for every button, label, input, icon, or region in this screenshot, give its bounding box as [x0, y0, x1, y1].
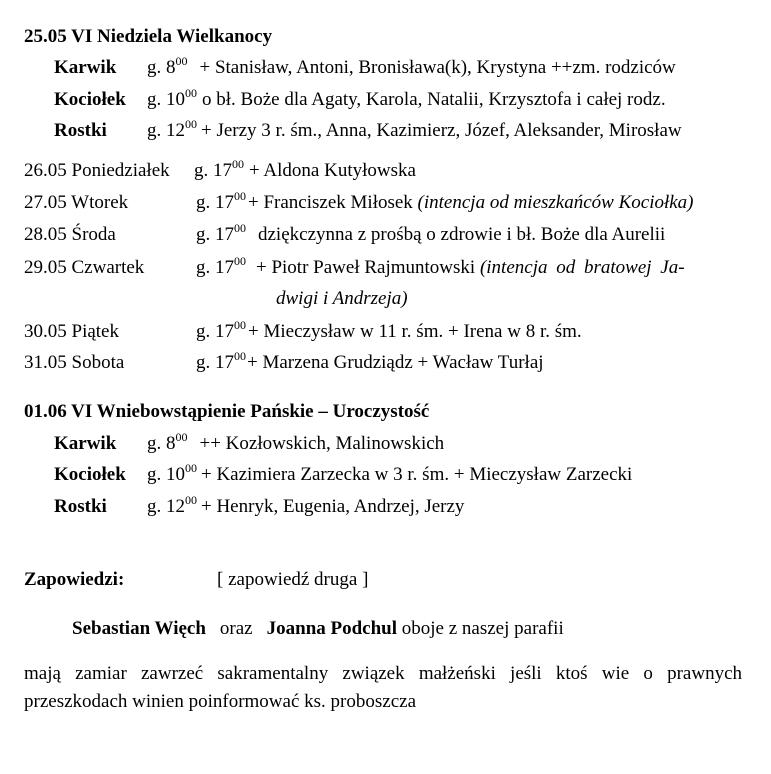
mass-place: Karwik	[54, 57, 117, 78]
weekday-date: 28.05 Środa	[24, 224, 116, 245]
groom-name: Sebastian Więch	[72, 618, 206, 639]
sunday1-mass-rostki	[54, 117, 682, 142]
weekday-date: 26.05 Poniedziałek	[24, 160, 170, 181]
sunday2-mass-kociolek	[54, 461, 633, 486]
mass-intention: + Franciszek Miłosek	[248, 192, 413, 213]
mass-place: Kociołek	[54, 89, 126, 110]
bride-name: Joanna Podchul	[266, 618, 398, 639]
mass-intention: + Piotr Paweł Rajmuntowski	[256, 257, 476, 278]
weekday-date: 31.05 Sobota	[24, 352, 125, 373]
mass-time-minutes: 00	[234, 349, 246, 363]
mass-intention: + Stanisław, Antoni, Bronisława(k), Krystyna ++zm. rodziców	[199, 57, 676, 78]
mass-intention: + Aldona Kutyłowska	[249, 160, 416, 181]
intention-note-continued: dwigi i Andrzeja)	[276, 288, 408, 309]
mass-time: g. 12	[147, 496, 185, 517]
intention-note: (intencja od mieszkańców Kociołka)	[417, 192, 694, 213]
mass-time: g. 17	[194, 160, 232, 181]
weekday-row	[24, 254, 685, 279]
mass-time: g. 8	[147, 433, 176, 454]
banns-label: Zapowiedzi:	[24, 569, 125, 590]
mass-intention: + Kazimiera Zarzecka w 3 r. śm. + Mieczysław Zarzecki	[201, 464, 633, 485]
weekday-row	[24, 349, 544, 374]
sunday1-mass-kociolek	[54, 86, 666, 111]
mass-time: g. 10	[147, 464, 185, 485]
mass-time-minutes: 00	[234, 189, 246, 203]
weekday-date: 30.05 Piątek	[24, 321, 119, 342]
sunday1-mass-karwik	[54, 54, 676, 79]
weekday-row	[24, 157, 416, 182]
intention-note: (intencja od bratowej Ja-	[479, 257, 685, 278]
sunday2-mass-rostki	[54, 493, 465, 518]
mass-intention: + Henryk, Eugenia, Andrzej, Jerzy	[201, 496, 465, 517]
sunday1-title: 25.05 VI Niedziela Wielkanocy	[24, 26, 273, 47]
banns-conjunction: oraz	[219, 618, 253, 639]
mass-time: g. 17	[196, 192, 234, 213]
mass-place: Rostki	[54, 496, 107, 517]
weekday-date: 29.05 Czwartek	[24, 257, 145, 278]
banns-text: mają zamiar zawrzeć sakramentalny związek małżeński jeśli ktoś wie o prawnych przeszkodach winien poinformować ks. proboszcza	[24, 663, 742, 712]
mass-place: Kociołek	[54, 464, 126, 485]
mass-intention: + Marzena Grudziądz + Wacław Turłaj	[247, 352, 544, 373]
banns-which: [ zapowiedź druga ]	[217, 569, 369, 590]
mass-place: Karwik	[54, 433, 117, 454]
mass-time-minutes: 00	[185, 117, 197, 131]
sunday2-title: 01.06 VI Wniebowstąpienie Pańskie – Uroczystość	[24, 401, 430, 422]
mass-time-minutes: 00	[185, 86, 197, 100]
weekday-row	[24, 221, 666, 246]
mass-time: g. 17	[196, 257, 234, 278]
banns-suffix: oboje z naszej parafii	[401, 618, 564, 639]
mass-time: g. 17	[196, 352, 234, 373]
mass-time-minutes: 00	[175, 54, 188, 68]
mass-time-minutes: 00	[185, 461, 197, 475]
mass-time-minutes: 00	[234, 318, 246, 332]
mass-intention: ++ Kozłowskich, Malinowskich	[199, 433, 445, 454]
mass-time: g. 12	[147, 120, 185, 141]
banns-couple	[72, 618, 564, 640]
mass-intention: + Jerzy 3 r. śm., Anna, Kazimierz, Józef, Aleksander, Mirosław	[201, 120, 682, 141]
weekday-date: 27.05 Wtorek	[24, 192, 129, 213]
weekday-row	[24, 189, 694, 214]
mass-time: g. 17	[196, 224, 234, 245]
mass-time: g. 10	[147, 89, 185, 110]
mass-time-minutes: 00	[175, 430, 188, 444]
mass-time-minutes: 00	[185, 493, 197, 507]
mass-intention: + Mieczysław w 11 r. śm. + Irena w 8 r. śm.	[248, 321, 582, 342]
mass-time: g. 17	[196, 321, 234, 342]
sunday2-mass-karwik	[54, 430, 445, 455]
mass-place: Rostki	[54, 120, 107, 141]
mass-time-minutes: 00	[234, 254, 246, 268]
weekday-row	[24, 318, 582, 343]
mass-time-minutes: 00	[232, 157, 244, 171]
mass-intention: o bł. Boże dla Agaty, Karola, Natalii, Krzysztofa i całej rodz.	[202, 89, 666, 110]
mass-intention: dziękczynna z prośbą o zdrowie i bł. Boże dla Aurelii	[258, 224, 666, 245]
mass-time: g. 8	[147, 57, 176, 78]
mass-time-minutes: 00	[234, 221, 246, 235]
